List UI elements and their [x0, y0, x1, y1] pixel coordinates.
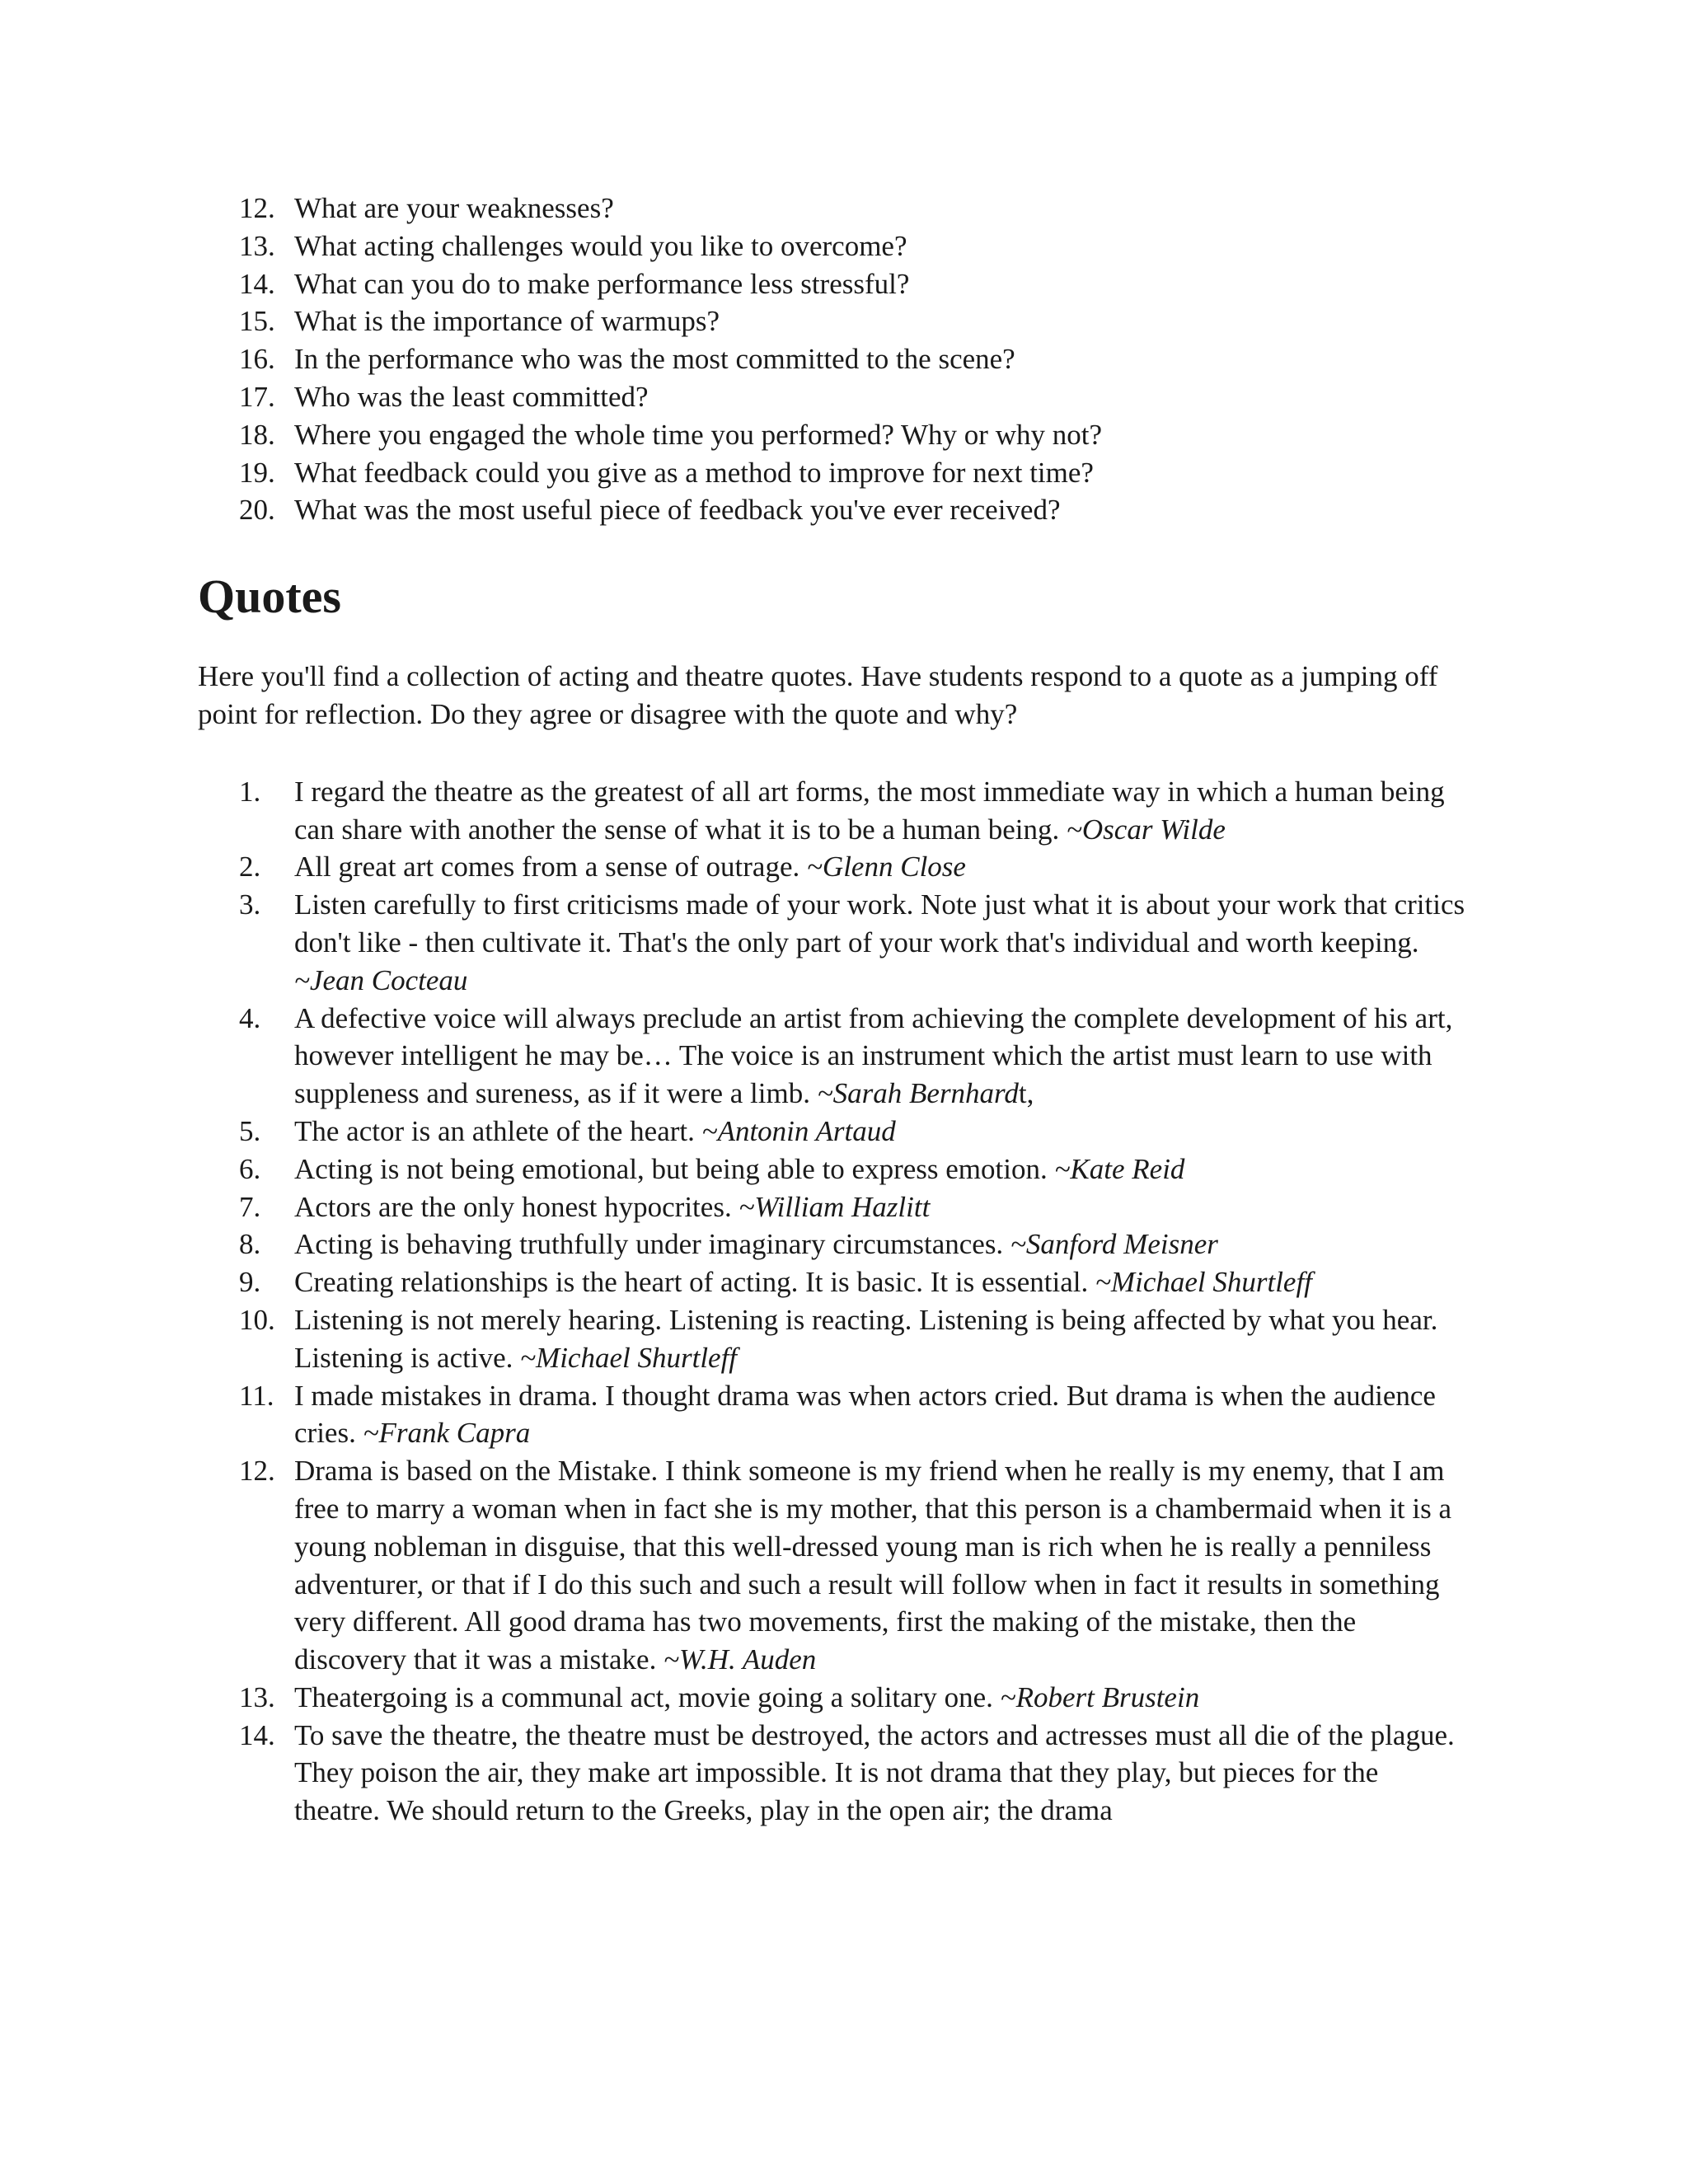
- list-item: [198, 302, 1465, 340]
- item-number: 4.: [239, 1001, 261, 1034]
- quote-text: Drama is based on the Mistake. I think someone is my friend when he really is my enemy, that I am free to marry a woman when in fact she is my mother, that this person is a chambermaid when it is a young nobleman in disguise, that this well-dressed young man is rich when he is really a penniless adventurer, or that if I do this such and such a result will follow when in fact it results in something very different. All good drama has two movements, first the making of the mistake, then the discovery that it was a mistake.: [294, 1455, 1452, 1676]
- quote-item: [198, 1679, 1465, 1717]
- item-number: 17.: [239, 380, 275, 413]
- quote-item: [198, 1301, 1465, 1377]
- item-number: 15.: [239, 305, 275, 338]
- item-number: 14.: [239, 1718, 275, 1751]
- quotes-intro-paragraph: Here you'll find a collection of acting and theatre quotes. Have students respond to a quote as a jumping off point for reflection. Do they agree or disagree with the quote and why?: [198, 660, 1438, 730]
- item-number: 1.: [239, 775, 261, 808]
- item-text: What acting challenges would you like to overcome?: [294, 229, 907, 262]
- quote-text: Creating relationships is the heart of acting. It is basic. It is essential.: [294, 1266, 1095, 1299]
- item-number: 5.: [239, 1114, 261, 1147]
- item-number: 18.: [239, 418, 275, 451]
- list-item: [198, 265, 1465, 303]
- list-item: [198, 454, 1465, 492]
- item-text: What feedback could you give as a method to improve for next time?: [294, 456, 1094, 489]
- quote-text: Theatergoing is a communal act, movie going a solitary one.: [294, 1680, 1001, 1713]
- item-number: 6.: [239, 1152, 261, 1185]
- quote-item: [198, 1226, 1465, 1263]
- quote-item: [198, 1263, 1465, 1301]
- quote-item: [198, 773, 1465, 849]
- quote-author: ~Michael Shurtleff: [520, 1341, 738, 1374]
- item-number: 13.: [239, 1680, 275, 1713]
- quote-author: ~Oscar Wilde: [1066, 813, 1226, 846]
- list-item: [198, 491, 1465, 529]
- quote-text: A defective voice will always preclude an artist from achieving the complete development of his art, however intelligent he may be… The voice is an instrument which the artist must learn to use with suppleness and sureness, as if it were a limb.: [294, 1001, 1453, 1110]
- quote-text: I made mistakes in drama. I thought drama was when actors cried. But drama is when the audience cries.: [294, 1379, 1436, 1450]
- item-number: 20.: [239, 494, 275, 527]
- quote-text: To save the theatre, the theatre must be destroyed, the actors and actresses must all die of the plague. They poison the air, they make art impossible. It is not drama that they play, but pieces for the theatre. We should return to the Greeks, play in the open air; the drama: [294, 1718, 1455, 1827]
- item-text: Where you engaged the whole time you performed? Why or why not?: [294, 418, 1102, 451]
- item-number: 9.: [239, 1266, 261, 1299]
- quote-item: [198, 1188, 1465, 1226]
- quote-text: The actor is an athlete of the heart.: [294, 1114, 702, 1147]
- item-number: 19.: [239, 456, 275, 489]
- list-item: [198, 378, 1465, 416]
- quote-item: [198, 1377, 1465, 1453]
- quote-author: ~Robert Brustein: [1000, 1680, 1200, 1713]
- item-number: 2.: [239, 851, 261, 883]
- quote-author: ~William Hazlitt: [738, 1190, 931, 1223]
- quote-tail: t,: [1018, 1077, 1034, 1110]
- quote-author: ~Michael Shurtleff: [1095, 1266, 1312, 1299]
- quote-text: Actors are the only honest hypocrites.: [294, 1190, 739, 1223]
- quote-item: [198, 1000, 1465, 1113]
- item-number: 8.: [239, 1228, 261, 1261]
- quote-item: [198, 848, 1465, 886]
- quotes-list: [198, 773, 1465, 1830]
- quote-author: ~W.H. Auden: [663, 1643, 817, 1676]
- item-number: 16.: [239, 343, 275, 376]
- list-item: [198, 340, 1465, 378]
- quote-author: ~Sarah Bernhard: [817, 1077, 1019, 1110]
- quote-item: [198, 1113, 1465, 1151]
- quote-item: [198, 1452, 1465, 1679]
- quote-author: ~Sanford Meisner: [1010, 1228, 1218, 1261]
- item-text: In the performance who was the most committed to the scene?: [294, 343, 1015, 376]
- quote-text: I regard the theatre as the greatest of all art forms, the most immediate way in which a human being can share with another the sense of what it is to be a human being.: [294, 775, 1445, 846]
- item-number: 13.: [239, 229, 275, 262]
- quote-text: Acting is not being emotional, but being able to express emotion.: [294, 1152, 1055, 1185]
- item-number: 12.: [239, 192, 275, 224]
- item-text: What are your weaknesses?: [294, 192, 614, 224]
- list-item: [198, 416, 1465, 454]
- item-number: 12.: [239, 1455, 275, 1488]
- quote-author: ~Glenn Close: [807, 851, 966, 883]
- quote-author: ~Jean Cocteau: [294, 963, 468, 996]
- quote-text: Acting is behaving truthfully under imaginary circumstances.: [294, 1228, 1010, 1261]
- quote-item: [198, 1151, 1465, 1188]
- item-text: Who was the least committed?: [294, 380, 649, 413]
- item-text: What can you do to make performance less stressful?: [294, 267, 910, 300]
- quote-item: [198, 1717, 1465, 1830]
- item-number: 14.: [239, 267, 275, 300]
- list-item: [198, 227, 1465, 265]
- item-number: 3.: [239, 888, 261, 921]
- list-item: [198, 190, 1465, 227]
- quote-text: All great art comes from a sense of outrage.: [294, 851, 807, 883]
- quote-text: Listen carefully to first criticisms made of your work. Note just what it is about your work that critics don't like - then cultivate it. That's the only part of your work that's individual and worth keeping.: [294, 888, 1465, 958]
- item-text: What was the most useful piece of feedback you've ever received?: [294, 494, 1061, 527]
- item-number: 10.: [239, 1303, 275, 1336]
- quotes-heading: Quotes: [198, 569, 341, 624]
- quote-author: ~Frank Capra: [363, 1417, 531, 1450]
- reflection-questions-list: [198, 190, 1465, 529]
- quote-text: Listening is not merely hearing. Listening is reacting. Listening is being affected by what you hear. Listening is active.: [294, 1303, 1438, 1374]
- quote-author: ~Antonin Artaud: [701, 1114, 896, 1147]
- quote-author: ~Kate Reid: [1054, 1152, 1185, 1185]
- item-number: 11.: [239, 1379, 274, 1412]
- item-number: 7.: [239, 1190, 261, 1223]
- quote-item: [198, 886, 1465, 999]
- item-text: What is the importance of warmups?: [294, 305, 720, 338]
